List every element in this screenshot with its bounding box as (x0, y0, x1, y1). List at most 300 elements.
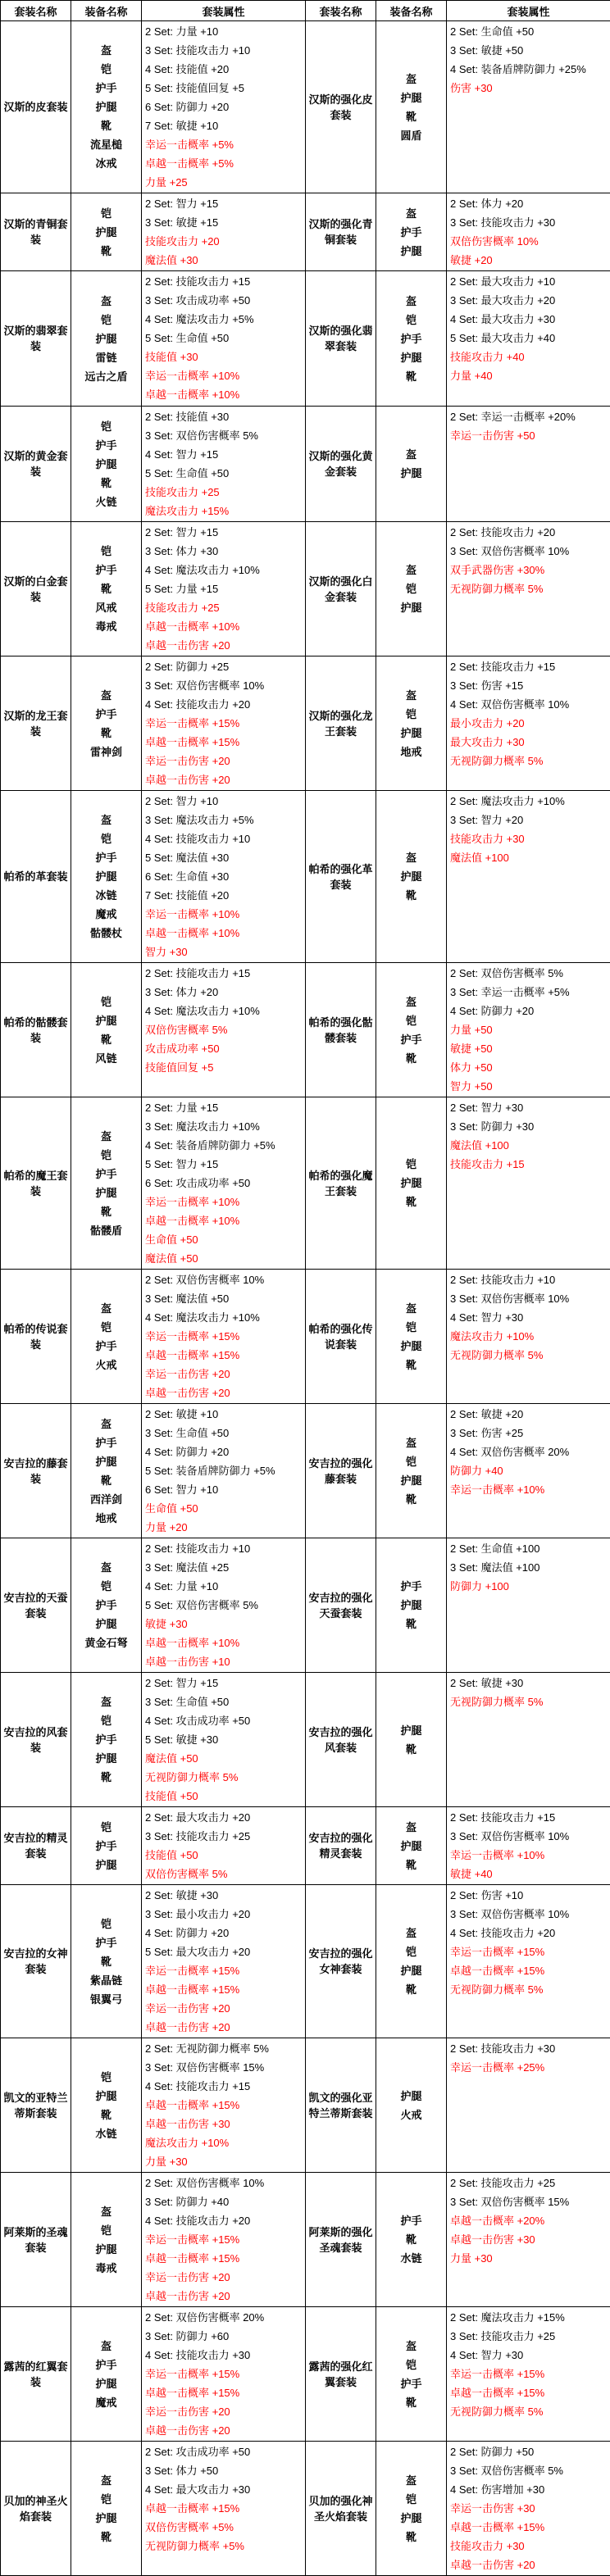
equipment-item: 护腿 (73, 2087, 139, 2106)
equipment-item: 盔 (73, 292, 139, 311)
set-attribute-line: 3 Set: 防御力 +60 (145, 2327, 303, 2346)
bonus-attribute-line: 卓越一击概率 +15% (145, 1980, 303, 1999)
equipment-item: 盔 (73, 686, 139, 705)
equipment-item: 靴 (378, 1856, 444, 1874)
equipment-item: 冰链 (73, 886, 139, 905)
set-attribute-line: 3 Set: 伤害 +25 (450, 1424, 608, 1442)
equipment-item: 护腿 (378, 1721, 444, 1740)
equipment-item: 靴 (73, 2106, 139, 2124)
bonus-attribute-line: 技能值 +30 (145, 348, 303, 366)
set-attribute-line: 5 Set: 双倍伤害概率 5% (145, 1596, 303, 1615)
set-attribute-line: 5 Set: 力量 +15 (145, 579, 303, 598)
set-attribute-line: 3 Set: 双倍伤害概率 10% (450, 542, 608, 561)
bonus-attribute-line: 技能攻击力 +15 (450, 1155, 608, 1174)
bonus-attribute-line: 技能攻击力 +25 (145, 483, 303, 502)
bonus-attribute-line: 幸运一击概率 +5% (145, 135, 303, 154)
set-attribute-line: 3 Set: 魔法值 +100 (450, 1558, 608, 1577)
set-attribute-line: 2 Set: 双倍伤害概率 10% (145, 1270, 303, 1289)
header-set-name-right: 套装名称 (306, 1, 376, 21)
equipment-item: 铠 (378, 579, 444, 598)
set-attribute-line: 4 Set: 魔法攻击力 +10% (145, 561, 303, 579)
set-name-cell: 汉斯的强化白金套装 (306, 522, 376, 656)
equipment-item: 铠 (378, 1942, 444, 1961)
equipment-item: 盔 (73, 1692, 139, 1711)
set-name-cell: 安吉拉的风套装 (1, 1673, 71, 1807)
equipment-item: 护手 (73, 1337, 139, 1356)
set-attributes-cell (142, 2173, 306, 2307)
equipment-list-cell (71, 2038, 142, 2173)
header-set-name-left: 套装名称 (1, 1, 71, 21)
bonus-attribute-line: 幸运一击伤害 +30 (450, 2499, 608, 2518)
equipment-item: 铠 (73, 829, 139, 848)
set-name-cell: 凯文的亚特兰蒂斯套装 (1, 2038, 71, 2173)
set-attribute-line: 2 Set: 智力 +30 (450, 1098, 608, 1117)
set-attribute-line: 4 Set: 技能攻击力 +20 (145, 2211, 303, 2230)
equipment-item: 风链 (73, 1049, 139, 1068)
set-name-cell: 帕希的骷髅套装 (1, 963, 71, 1097)
set-attribute-line: 3 Set: 双倍伤害概率 10% (145, 676, 303, 695)
bonus-attribute-line: 智力 +30 (145, 943, 303, 961)
equipment-item: 护腿 (73, 1615, 139, 1633)
bonus-attribute-line: 无视防御力概率 5% (450, 2402, 608, 2421)
set-attribute-line: 4 Set: 魔法攻击力 +10% (145, 1002, 303, 1020)
set-name-cell: 汉斯的强化青铜套装 (306, 193, 376, 271)
table-row (1, 2307, 610, 2442)
set-name-cell: 安吉拉的藤套装 (1, 1404, 71, 1538)
set-attributes-cell (447, 791, 610, 963)
set-attribute-line: 4 Set: 技能攻击力 +20 (450, 1924, 608, 1942)
table-row (1, 656, 610, 791)
set-name-cell: 阿莱斯的强化圣魂套装 (306, 2173, 376, 2307)
bonus-attribute-line: 幸运一击概率 +10% (145, 1193, 303, 1211)
set-name-cell: 汉斯的白金套装 (1, 522, 71, 656)
equipment-item: 地戒 (73, 1509, 139, 1528)
set-attribute-line: 5 Set: 装备盾牌防御力 +5% (145, 1461, 303, 1480)
set-attributes-cell (142, 1270, 306, 1404)
set-attribute-line: 2 Set: 幸运一击概率 +20% (450, 407, 608, 426)
set-attribute-line: 4 Set: 最大攻击力 +30 (145, 2480, 303, 2499)
equipment-item: 靴 (378, 367, 444, 386)
set-name-cell: 汉斯的强化黄金套装 (306, 407, 376, 522)
set-attributes-cell (142, 1097, 306, 1270)
equipment-item: 护腿 (378, 1596, 444, 1615)
set-attribute-line: 6 Set: 防御力 +20 (145, 98, 303, 116)
equipment-item: 护腿 (378, 1837, 444, 1856)
set-attribute-line: 4 Set: 技能值 +20 (145, 60, 303, 79)
bonus-attribute-line: 魔法攻击力 +15% (145, 502, 303, 520)
equipment-item: 盔 (73, 2337, 139, 2356)
bonus-attribute-line: 敏捷 +50 (450, 1039, 608, 1058)
set-attribute-line: 2 Set: 魔法攻击力 +10% (450, 792, 608, 811)
equipment-item: 护腿 (73, 1856, 139, 1874)
equipment-item: 护腿 (73, 2374, 139, 2393)
equipment-item: 盔 (378, 1433, 444, 1452)
equipment-item: 靴 (378, 2230, 444, 2249)
equipment-item: 靴 (378, 1193, 444, 1211)
equipment-list-cell (71, 193, 142, 271)
set-attributes-cell (142, 2038, 306, 2173)
set-attribute-line: 3 Set: 魔法值 +50 (145, 1289, 303, 1308)
bonus-attribute-line: 生命值 +50 (145, 1230, 303, 1249)
equipment-item: 盔 (378, 445, 444, 464)
table-row (1, 271, 610, 407)
equipment-item: 护手 (73, 2356, 139, 2374)
bonus-attribute-line: 力量 +40 (450, 366, 608, 385)
bonus-attribute-line: 双倍伤害概率 5% (145, 1020, 303, 1039)
equipment-item: 靴 (73, 1471, 139, 1490)
bonus-attribute-line: 技能攻击力 +20 (145, 232, 303, 251)
equipment-item: 盔 (378, 1818, 444, 1837)
set-attribute-line: 2 Set: 最大攻击力 +10 (450, 272, 608, 291)
table-row (1, 1404, 610, 1538)
equipment-item: 护腿 (73, 98, 139, 116)
bonus-attribute-line: 幸运一击概率 +15% (450, 1942, 608, 1961)
equipment-item: 骷髅盾 (73, 1221, 139, 1240)
set-name-cell: 安吉拉的强化天蚕套装 (306, 1538, 376, 1673)
set-attributes-cell (142, 656, 306, 791)
equipment-list-cell (71, 656, 142, 791)
set-name-cell: 帕希的强化骷髅套装 (306, 963, 376, 1097)
bonus-attribute-line: 技能值 +50 (145, 1787, 303, 1806)
bonus-attribute-line: 敏捷 +20 (450, 251, 608, 270)
set-attribute-line: 2 Set: 技能攻击力 +30 (450, 2039, 608, 2058)
set-attribute-line: 4 Set: 技能攻击力 +20 (145, 695, 303, 714)
bonus-attribute-line: 幸运一击概率 +25% (450, 2058, 608, 2077)
set-attributes-cell (142, 271, 306, 407)
equipment-item: 靴 (378, 1740, 444, 1759)
set-name-cell: 帕希的强化魔王套装 (306, 1097, 376, 1270)
set-attribute-line: 3 Set: 双倍伤害概率 5% (450, 2461, 608, 2480)
equipment-list-cell (71, 1807, 142, 1885)
equipment-list-cell (71, 21, 142, 193)
bonus-attribute-line: 卓越一击伤害 +20 (450, 2556, 608, 2574)
bonus-attribute-line: 双倍伤害概率 10% (450, 232, 608, 251)
equipment-list-cell (71, 1097, 142, 1270)
set-name-cell: 汉斯的黄金套装 (1, 407, 71, 522)
equipment-item: 水链 (73, 2124, 139, 2143)
table-row (1, 407, 610, 522)
set-name-cell: 露茜的红翼套装 (1, 2307, 71, 2442)
set-attributes-cell (447, 21, 610, 193)
equipment-item: 护腿 (378, 1471, 444, 1490)
equipment-item: 护腿 (378, 89, 444, 107)
equipment-item: 护腿 (73, 455, 139, 474)
bonus-attribute-line: 卓越一击伤害 +10 (145, 1652, 303, 1671)
bonus-attribute-line: 技能攻击力 +30 (450, 829, 608, 848)
equipment-list-cell (376, 791, 447, 963)
bonus-attribute-line: 卓越一击伤害 +20 (145, 2287, 303, 2306)
equipment-item: 铠 (73, 993, 139, 1011)
bonus-attribute-line: 力量 +20 (145, 1518, 303, 1537)
bonus-attribute-line: 魔法值 +100 (450, 848, 608, 867)
set-attribute-line: 5 Set: 技能值回复 +5 (145, 79, 303, 98)
table-row (1, 963, 610, 1097)
set-attribute-line: 2 Set: 体力 +20 (450, 194, 608, 213)
equipment-list-cell (71, 522, 142, 656)
equipment-item: 靴 (73, 1202, 139, 1221)
bonus-attribute-line: 卓越一击概率 +15% (145, 2249, 303, 2268)
equipment-item: 毒戒 (73, 617, 139, 636)
equipment-item: 远古之盾 (73, 367, 139, 386)
set-attributes-cell (447, 1807, 610, 1885)
bonus-attribute-line: 卓越一击概率 +10% (145, 617, 303, 636)
equipment-item: 护手 (73, 848, 139, 867)
set-attributes-cell (447, 963, 610, 1097)
set-attribute-line: 5 Set: 生命值 +50 (145, 329, 303, 348)
bonus-attribute-line: 体力 +50 (450, 1058, 608, 1077)
set-attributes-cell (447, 1538, 610, 1673)
equipment-item: 火链 (73, 493, 139, 511)
bonus-attribute-line: 幸运一击概率 +10% (450, 1846, 608, 1865)
set-name-cell: 贝加的神圣火焰套装 (1, 2442, 71, 2576)
set-attribute-line: 5 Set: 魔法值 +30 (145, 848, 303, 867)
set-attributes-cell (447, 271, 610, 407)
equipment-item: 盔 (378, 1924, 444, 1942)
equipment-list-cell (71, 1673, 142, 1807)
equipment-item: 铠 (73, 2221, 139, 2240)
bonus-attribute-line: 最大攻击力 +30 (450, 733, 608, 752)
set-attributes-cell (447, 1673, 610, 1807)
equipment-item: 火戒 (73, 1356, 139, 1374)
bonus-attribute-line: 力量 +30 (145, 2152, 303, 2171)
set-name-cell: 露茜的强化红翼套装 (306, 2307, 376, 2442)
bonus-attribute-line: 力量 +25 (145, 173, 303, 192)
equipment-item: 靴 (73, 242, 139, 261)
equipment-item: 护腿 (73, 1749, 139, 1768)
equipment-list-cell (376, 271, 447, 407)
equipment-list-cell (71, 1270, 142, 1404)
set-name-cell: 帕希的强化传说套装 (306, 1270, 376, 1404)
equipment-item: 护手 (378, 1577, 444, 1596)
set-attributes-cell (142, 21, 306, 193)
equipment-item: 盔 (378, 70, 444, 89)
bonus-attribute-line: 幸运一击伤害 +20 (145, 752, 303, 770)
equipment-list-cell (376, 963, 447, 1097)
set-attribute-line: 4 Set: 防御力 +20 (145, 1442, 303, 1461)
equipment-list-cell (71, 1404, 142, 1538)
equipment-item: 地戒 (378, 743, 444, 761)
equipment-item: 靴 (378, 1356, 444, 1374)
set-attributes-cell (142, 2442, 306, 2576)
bonus-attribute-line: 智力 +50 (450, 1077, 608, 1096)
set-attribute-line: 4 Set: 防御力 +20 (450, 1002, 608, 1020)
bonus-attribute-line: 卓越一击伤害 +20 (145, 1383, 303, 1402)
set-attribute-line: 4 Set: 魔法攻击力 +10% (145, 1308, 303, 1327)
equipment-list-cell (71, 1885, 142, 2038)
set-attribute-line: 2 Set: 智力 +10 (145, 792, 303, 811)
equipment-item: 西洋剑 (73, 1490, 139, 1509)
equipment-item: 铠 (378, 2356, 444, 2374)
equipment-item: 护手 (73, 1837, 139, 1856)
set-attributes-cell (447, 1097, 610, 1270)
set-name-cell: 汉斯的皮套装 (1, 21, 71, 193)
set-attributes-cell (447, 1885, 610, 2038)
bonus-attribute-line: 卓越一击概率 +15% (450, 2518, 608, 2537)
set-attribute-line: 4 Set: 攻击成功率 +50 (145, 1711, 303, 1730)
bonus-attribute-line: 力量 +30 (450, 2249, 608, 2268)
set-attribute-line: 5 Set: 敏捷 +30 (145, 1730, 303, 1749)
bonus-attribute-line: 无视防御力概率 5% (450, 1692, 608, 1711)
equipment-list-cell (376, 656, 447, 791)
equipment-list-cell (376, 1673, 447, 1807)
bonus-attribute-line: 幸运一击伤害 +20 (145, 2402, 303, 2421)
set-attribute-line: 2 Set: 双倍伤害概率 20% (145, 2308, 303, 2327)
bonus-attribute-line: 卓越一击概率 +15% (145, 2096, 303, 2115)
equipment-item: 黄金石弩 (73, 1633, 139, 1652)
equipment-item: 铠 (73, 1915, 139, 1933)
equipment-item: 铠 (73, 1577, 139, 1596)
equipment-list-cell (376, 1807, 447, 1885)
equipment-item: 铠 (73, 1146, 139, 1165)
equipment-list-cell (71, 271, 142, 407)
set-attribute-line: 2 Set: 敏捷 +30 (145, 1886, 303, 1905)
table-row (1, 1538, 610, 1673)
equipment-item: 护手 (73, 561, 139, 579)
equipment-item: 盔 (73, 2202, 139, 2221)
equipment-item: 靴 (73, 2528, 139, 2546)
set-attribute-line: 4 Set: 伤害增加 +30 (450, 2480, 608, 2499)
equipment-item: 护手 (73, 1165, 139, 1184)
set-attributes-cell (142, 791, 306, 963)
set-attribute-line: 5 Set: 最大攻击力 +40 (450, 329, 608, 348)
equipment-item: 靴 (73, 1768, 139, 1787)
equipment-item: 护腿 (378, 348, 444, 367)
equipment-item: 护腿 (378, 2087, 444, 2106)
set-attribute-line: 2 Set: 防御力 +50 (450, 2442, 608, 2461)
equipment-list-cell (376, 2173, 447, 2307)
bonus-attribute-line: 无视防御力概率 +5% (145, 2537, 303, 2556)
equipment-item: 铠 (73, 417, 139, 436)
bonus-attribute-line: 卓越一击概率 +10% (145, 1211, 303, 1230)
bonus-attribute-line: 幸运一击概率 +15% (145, 2230, 303, 2249)
set-attribute-line: 2 Set: 技能攻击力 +15 (450, 657, 608, 676)
equipment-item: 圆盾 (378, 126, 444, 145)
equipment-item: 铠 (73, 204, 139, 223)
equipment-item: 护腿 (73, 329, 139, 348)
equipment-item: 护腿 (378, 724, 444, 743)
equipment-item: 护手 (73, 79, 139, 98)
bonus-attribute-line: 幸运一击伤害 +20 (145, 1365, 303, 1383)
set-attribute-line: 2 Set: 攻击成功率 +50 (145, 2442, 303, 2461)
equipment-item: 雷神剑 (73, 743, 139, 761)
equipment-item: 护手 (73, 1433, 139, 1452)
equipment-item: 护手 (378, 223, 444, 242)
set-attribute-line: 3 Set: 体力 +20 (145, 983, 303, 1002)
set-name-cell: 阿莱斯的圣魂套装 (1, 2173, 71, 2307)
bonus-attribute-line: 卓越一击概率 +15% (145, 2499, 303, 2518)
equipment-item: 盔 (73, 2471, 139, 2490)
equipment-list-cell (376, 1270, 447, 1404)
bonus-attribute-line: 幸运一击伤害 +20 (145, 2268, 303, 2287)
set-attributes-cell (142, 963, 306, 1097)
bonus-attribute-line: 卓越一击概率 +20% (450, 2211, 608, 2230)
bonus-attribute-line: 幸运一击概率 +10% (450, 1480, 608, 1499)
set-attribute-line: 3 Set: 体力 +50 (145, 2461, 303, 2480)
set-name-cell: 汉斯的龙王套装 (1, 656, 71, 791)
equipment-item: 靴 (378, 2528, 444, 2546)
set-attribute-line: 2 Set: 生命值 +50 (450, 22, 608, 41)
equipment-item: 靴 (378, 1490, 444, 1509)
set-attribute-line: 2 Set: 技能攻击力 +15 (450, 1808, 608, 1827)
set-attribute-line: 3 Set: 魔法攻击力 +5% (145, 811, 303, 829)
set-attribute-line: 2 Set: 技能攻击力 +10 (450, 1270, 608, 1289)
bonus-attribute-line: 防御力 +40 (450, 1461, 608, 1480)
equipment-item: 盔 (73, 1415, 139, 1433)
set-attribute-line: 4 Set: 双倍伤害概率 20% (450, 1442, 608, 1461)
set-attribute-line: 3 Set: 最小攻击力 +20 (145, 1905, 303, 1924)
bonus-attribute-line: 攻击成功率 +50 (145, 1039, 303, 1058)
set-attributes-cell (142, 1404, 306, 1538)
set-attribute-line: 2 Set: 敏捷 +10 (145, 1405, 303, 1424)
equipment-item: 盔 (73, 811, 139, 829)
equipment-item: 银翼弓 (73, 1990, 139, 2009)
equipment-item: 盔 (73, 41, 139, 60)
set-name-cell: 汉斯的强化翡翠套装 (306, 271, 376, 407)
equipment-item: 护腿 (378, 242, 444, 261)
equipment-item: 铠 (73, 60, 139, 79)
set-attribute-line: 3 Set: 攻击成功率 +50 (145, 291, 303, 310)
set-attributes-cell (447, 2442, 610, 2576)
bonus-attribute-line: 技能值 +50 (145, 1846, 303, 1865)
equipment-list-cell (376, 1404, 447, 1538)
set-name-cell: 汉斯的青铜套装 (1, 193, 71, 271)
bonus-attribute-line: 幸运一击伤害 +50 (450, 426, 608, 445)
bonus-attribute-line: 幸运一击概率 +15% (145, 1961, 303, 1980)
set-attribute-line: 2 Set: 技能攻击力 +25 (450, 2174, 608, 2192)
bonus-attribute-line: 幸运一击概率 +15% (145, 714, 303, 733)
equipment-item: 护腿 (378, 2509, 444, 2528)
set-attribute-line: 2 Set: 敏捷 +30 (450, 1674, 608, 1692)
bonus-attribute-line: 魔法值 +50 (145, 1249, 303, 1268)
equipment-item: 毒戒 (73, 2259, 139, 2278)
table-row (1, 1885, 610, 2038)
set-attribute-line: 6 Set: 生命值 +30 (145, 867, 303, 886)
equipment-item: 铠 (378, 2490, 444, 2509)
bonus-attribute-line: 生命值 +50 (145, 1499, 303, 1518)
set-attribute-line: 3 Set: 防御力 +40 (145, 2192, 303, 2211)
bonus-attribute-line: 卓越一击概率 +10% (145, 1633, 303, 1652)
bonus-attribute-line: 技能值回复 +5 (145, 1058, 303, 1077)
bonus-attribute-line: 卓越一击概率 +10% (145, 385, 303, 404)
set-attribute-line: 4 Set: 装备盾牌防御力 +5% (145, 1136, 303, 1155)
set-name-cell: 安吉拉的强化女神套装 (306, 1885, 376, 2038)
bonus-attribute-line: 卓越一击概率 +15% (145, 2383, 303, 2402)
bonus-attribute-line: 敏捷 +30 (145, 1615, 303, 1633)
equipment-item: 护腿 (378, 867, 444, 886)
equipment-item: 火戒 (378, 2106, 444, 2124)
header-row (1, 1, 610, 21)
bonus-attribute-line: 无视防御力概率 5% (450, 752, 608, 770)
bonus-attribute-line: 卓越一击概率 +5% (145, 154, 303, 173)
equipment-item: 护腿 (378, 1961, 444, 1980)
equipment-item: 水链 (378, 2249, 444, 2268)
set-attribute-line: 2 Set: 生命值 +100 (450, 1539, 608, 1558)
equipment-item: 护腿 (73, 2509, 139, 2528)
equipment-item: 护手 (378, 2211, 444, 2230)
set-name-cell: 汉斯的强化皮套装 (306, 21, 376, 193)
equipment-item: 魔戒 (73, 905, 139, 924)
bonus-attribute-line: 力量 +50 (450, 1020, 608, 1039)
equipment-item: 护腿 (378, 464, 444, 483)
set-attributes-cell (447, 193, 610, 271)
equipment-item: 骷髅杖 (73, 924, 139, 943)
equipment-item: 盔 (73, 1558, 139, 1577)
equipment-item: 靴 (73, 1030, 139, 1049)
set-attribute-line: 4 Set: 技能攻击力 +15 (145, 2077, 303, 2096)
set-attribute-line: 2 Set: 双倍伤害概率 10% (145, 2174, 303, 2192)
equipment-item: 紫晶链 (73, 1971, 139, 1990)
set-attribute-line: 2 Set: 技能攻击力 +15 (145, 964, 303, 983)
